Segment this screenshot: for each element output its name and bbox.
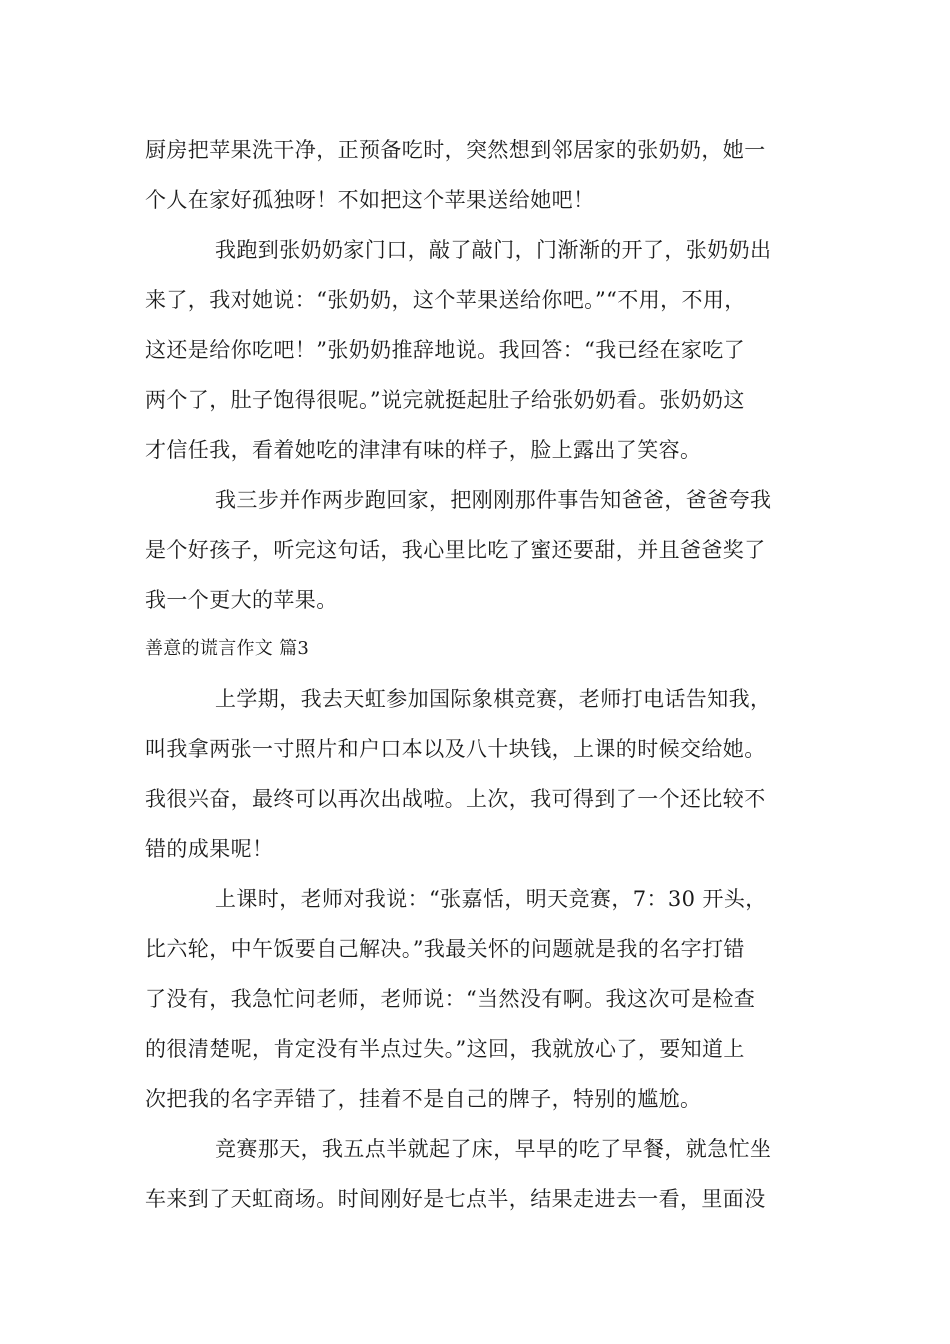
text-line: 我一个更大的苹果。 [145, 588, 338, 612]
text-line: 两个了，肚子饱得很呢。”说完就挺起肚子给张奶奶看。张奶奶这 [145, 388, 745, 412]
text-line: 的很清楚呢，肯定没有半点过失。”这回，我就放心了，要知道上 [145, 1037, 745, 1061]
text-line: 车来到了天虹商场。时间刚好是七点半，结果走进去一看，里面没 [145, 1187, 766, 1211]
text-line: 我很兴奋，最终可以再次出战啦。上次，我可得到了一个还比较不 [145, 787, 766, 811]
text-line: 次把我的名字弄错了，挂着不是自己的牌子，特别的尴尬。 [145, 1087, 702, 1111]
text-line: 才信任我，看着她吃的津津有味的样子，脸上露出了笑容。 [145, 438, 702, 462]
text-line: 叫我拿两张一寸照片和户口本以及八十块钱，上课的时候交给她。 [145, 737, 766, 761]
text-line: 来了，我对她说：“张奶奶，这个苹果送给你吧。”“不用，不用， [145, 288, 746, 312]
text-line: 比六轮，中午饭要自己解决。”我最关怀的问题就是我的名字打错 [145, 937, 745, 961]
paragraph-first-line: 竞赛那天，我五点半就起了床，早早的吃了早餐，就急忙坐 [215, 1137, 772, 1161]
text-line: 是个好孩子，听完这句话，我心里比吃了蜜还要甜，并且爸爸奖了 [145, 538, 766, 562]
text-line: 个人在家好孤独呀！不如把这个苹果送给她吧！ [145, 188, 595, 212]
text-line: 了没有，我急忙问老师，老师说：“当然没有啊。我这次可是检查 [145, 987, 756, 1011]
paragraph-first-line: 我跑到张奶奶家门口，敲了敲门，门渐渐的开了，张奶奶出 [215, 238, 772, 262]
paragraph-first-line: 上学期，我去天虹参加国际象棋竞赛，老师打电话告知我， [215, 687, 772, 711]
section-heading: 善意的谎言作文 篇3 [145, 638, 310, 659]
text-line: 厨房把苹果洗干净，正预备吃时，突然想到邻居家的张奶奶，她一 [145, 138, 766, 162]
paragraph-first-line: 我三步并作两步跑回家，把刚刚那件事告知爸爸，爸爸夸我 [215, 488, 772, 512]
text-line: 这还是给你吃吧！”张奶奶推辞地说。我回答：“我已经在家吃了 [145, 338, 746, 362]
text-line: 错的成果呢！ [145, 837, 274, 861]
paragraph-first-line: 上课时，老师对我说：“张嘉恬，明天竞赛，7：30 开头， [215, 887, 767, 911]
